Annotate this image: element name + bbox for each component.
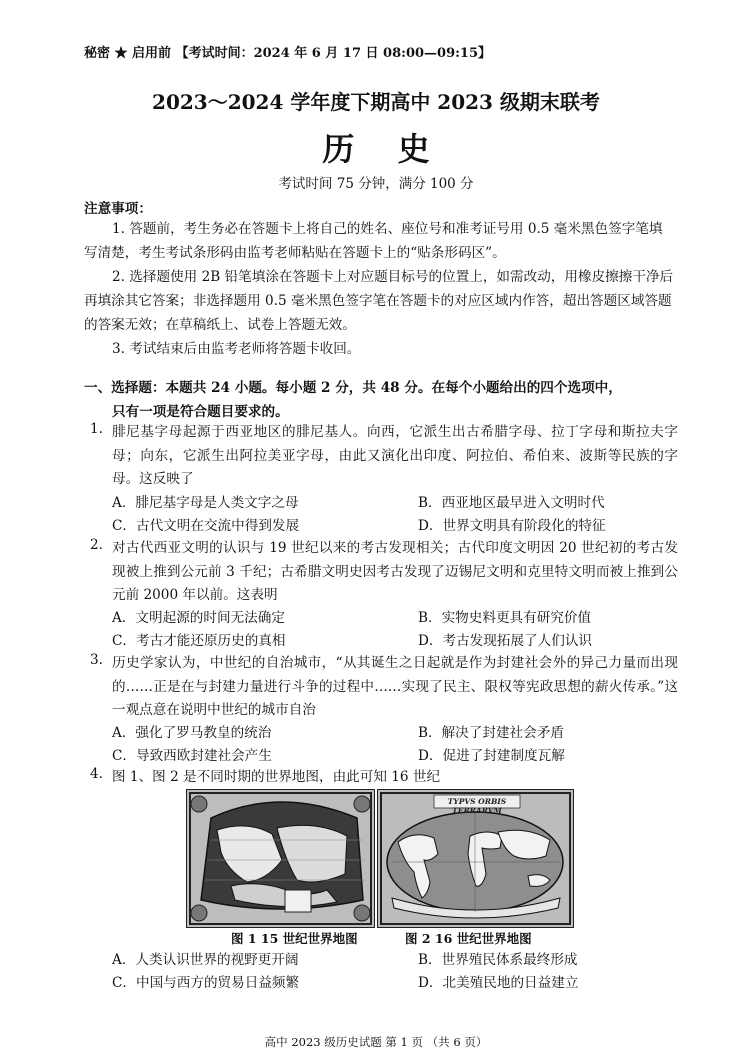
- option-a: A．人类认识世界的视野更开阔: [112, 952, 299, 968]
- option-b: B．世界殖民体系最终形成: [418, 952, 578, 968]
- option-d: D．世界文明具有阶段化的特征: [418, 518, 606, 534]
- ptolemaic-map-illustration: [187, 790, 374, 927]
- figure-2-map-16th-century: [377, 789, 574, 928]
- option-d: D．促进了封建制度瓦解: [418, 748, 565, 764]
- page-footer: 高中 2023 级历史试题 第 1 页 （共 6 页）: [264, 1035, 488, 1049]
- question-text: 腓尼基字母起源于西亚地区的腓尼基人。向西，它派生出古希腊字母、拉丁字母和斯拉夫字母；向东，它派生出阿拉美亚字母，由此又演化出印度、阿拉伯、希伯来、波斯等民族的字母。这反映了: [112, 424, 678, 487]
- option-a: A．强化了罗马教皇的统治: [112, 725, 272, 741]
- confidential-label: 秘密 ★ 启用前 【考试时间：2024 年 6 月 17 日 08:00—09:15】: [84, 46, 492, 61]
- option-a: A．腓尼基字母是人类文字之母: [112, 495, 299, 511]
- question-text: 图 1、图 2 是不同时期的世界地图，由此可知 16 世纪: [112, 769, 441, 785]
- note-item-2: 2. 选择题使用 2B 铅笔填涂在答题卡上对应题目标号的位置上，如需改动，用橡皮擦擦干净后再填涂其它答案；非选择题用 0.5 毫米黑色签字笔在答题卡的对应区域内作答，超出答题区域答题的答案无效；在草稿纸上、试卷上答题无效。: [84, 269, 674, 333]
- option-a: A．文明起源的时间无法确定: [112, 610, 285, 626]
- question-text: 历史学家认为，中世纪的自治城市，“从其诞生之日起就是作为封建社会外的异己力量而出现的……正是在与封建力量进行斗争的过程中……实现了民主、限权等宪政思想的薪火传承。”这一观点意在说明中世纪的城市自治: [112, 655, 678, 718]
- option-c: C．古代文明在交流中得到发展: [112, 518, 300, 534]
- section-heading: 一、选择题：本题共 24 小题。每小题 2 分，共 48 分。在每个小题给出的四个选项中，: [84, 380, 622, 396]
- question-text: 对古代西亚文明的认识与 19 世纪以来的考古发现相关；古代印度文明因 20 世纪初的考古发现被上推到公元前 3 千纪；古希腊文明史因考古发现了迈锡尼文明和克里特文明而被上推到公元前 2000 年以前。这表明: [112, 540, 678, 603]
- map-banner-text: TYPVS ORBIS TERRARVM: [447, 797, 507, 815]
- option-c: C．导致西欧封建社会产生: [112, 748, 272, 764]
- option-c: C．考古才能还原历史的真相: [112, 633, 286, 649]
- note-item-3: 3. 考试结束后由监考老师将答题卡收回。: [112, 341, 361, 357]
- figure-2-caption: 图 2 16 世纪世界地图: [405, 931, 532, 946]
- option-b: B．西亚地区最早进入文明时代: [418, 495, 605, 511]
- subject-title: 历 史: [322, 130, 446, 168]
- notes-heading: 注意事项：: [84, 201, 152, 217]
- figure-1-map-15th-century: [186, 789, 375, 928]
- option-b: B．实物史料更具有研究价值: [418, 610, 592, 626]
- figure-1-caption: 图 1 15 世纪世界地图: [231, 931, 358, 946]
- option-d: D．考古发现拓展了人们认识: [418, 633, 593, 649]
- option-b: B．解决了封建社会矛盾: [418, 725, 564, 741]
- question-number: 3.: [90, 652, 103, 668]
- option-d: D．北美殖民地的日益建立: [418, 975, 579, 991]
- section-heading-line2: 只有一项是符合题目要求的。: [112, 404, 289, 420]
- question-number: 1.: [90, 421, 103, 437]
- exam-info: 考试时间 75 分钟，满分 100 分: [278, 176, 474, 192]
- question-number: 2.: [90, 537, 103, 553]
- option-c: C．中国与西方的贸易日益频繁: [112, 975, 300, 991]
- exam-title: 2023～2024 学年度下期高中 2023 级期末联考: [152, 90, 600, 114]
- note-item-1: 1. 答题前，考生务必在答题卡上将自己的姓名、座位号和准考证号用 0.5 毫米黑色签字笔填写清楚，考生考试条形码由监考老师粘贴在答题卡上的“贴条形码区”。: [84, 221, 663, 261]
- question-number: 4.: [90, 766, 103, 782]
